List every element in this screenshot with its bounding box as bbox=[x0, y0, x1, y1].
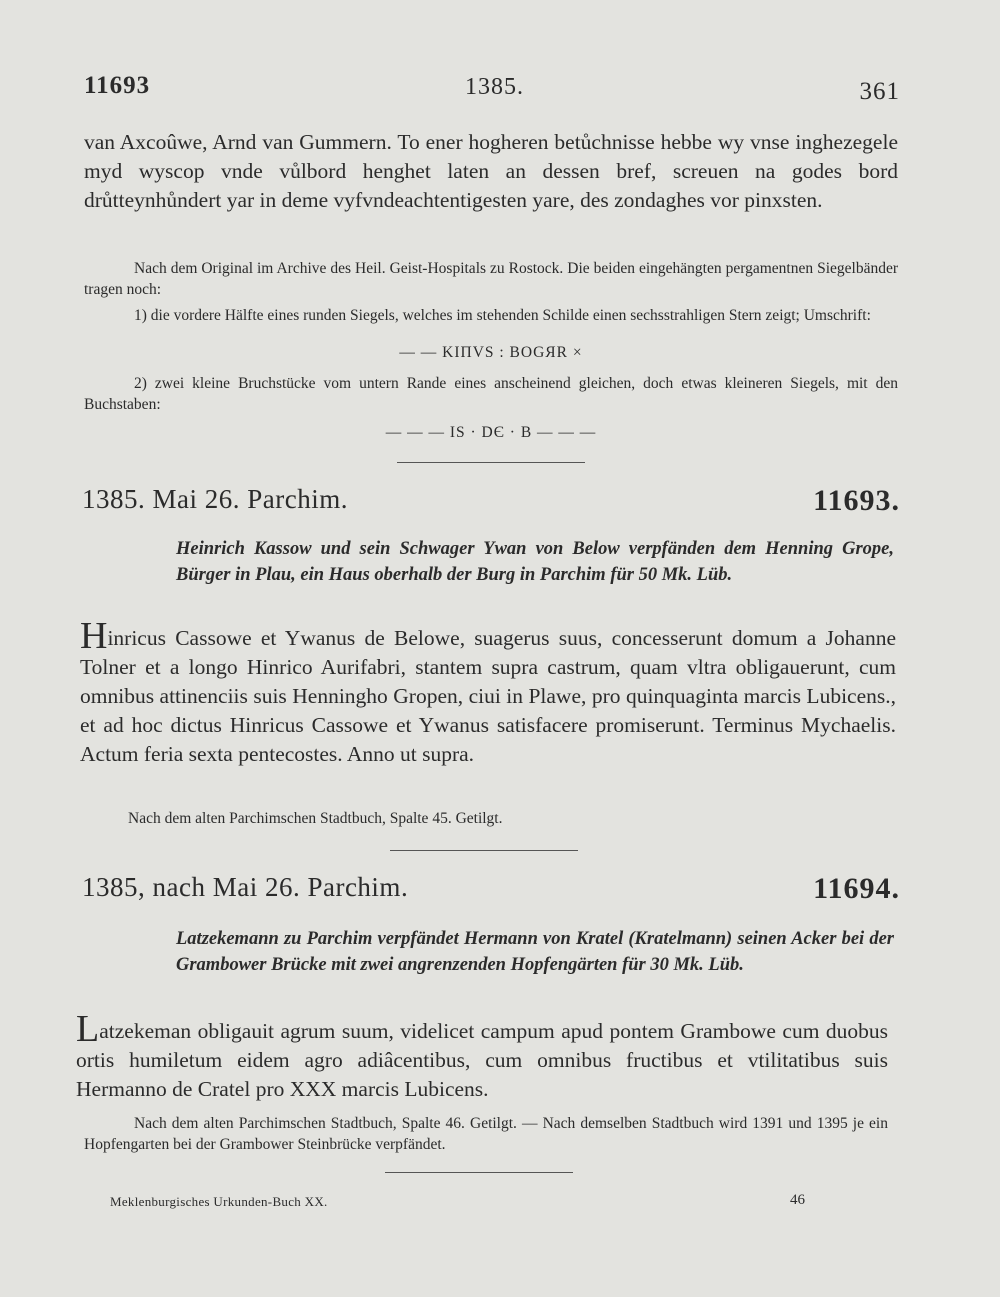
initial-letter: H bbox=[80, 615, 108, 657]
section-divider bbox=[397, 462, 585, 463]
source-note-11692 bbox=[84, 258, 898, 326]
running-head-year: 1385. bbox=[465, 74, 524, 100]
initial-letter: L bbox=[76, 1008, 100, 1050]
seal-description-1: 1) die vordere Hälfte eines runden Siegels, welches im stehenden Schilde einen sechsstrahligen Stern zeigt; Umschrift: bbox=[134, 307, 871, 324]
page-number: 361 bbox=[859, 78, 900, 105]
running-head-number: 11693 bbox=[84, 72, 151, 99]
entry-date-place: 1385. Mai 26. Parchim. bbox=[82, 484, 348, 514]
entry-heading-11694 bbox=[82, 872, 900, 912]
page-footer bbox=[110, 1194, 810, 1214]
source-note-paragraph: Nach dem alten Parchimschen Stadtbuch, Spalte 46. Getilgt. — Nach demselben Stadtbuch wird 1391 und 1395 je ein Hopfengarten bei der Grambower Steinbrücke verpfändet. bbox=[84, 1115, 888, 1153]
entry-heading-11693 bbox=[82, 484, 900, 524]
seal-legend-1: — — KIПVS : BOGЯR × bbox=[399, 344, 583, 361]
entry-text-11693 bbox=[80, 615, 896, 769]
footer-title: Meklenburgisches Urkunden-Buch XX. bbox=[110, 1194, 328, 1209]
entry-summary-11693: Heinrich Kassow und sein Schwager Ywan von Below verpfänden dem Henning Grope, Bürger in Plau, ein Haus oberhalb der Burg in Parchim für 50 Mk. Lüb. bbox=[176, 539, 894, 585]
seal-description-2: 2) zwei kleine Bruchstücke vom untern Rande eines anscheinend gleichen, doch etwas kleineren Siegels, mit den Buchstaben: bbox=[84, 375, 898, 413]
footer-signature: 46 bbox=[790, 1192, 805, 1208]
seal-description-2-wrapper bbox=[84, 373, 898, 415]
seal-legend-2: — — — IS · DЄ · B — — — bbox=[385, 424, 597, 441]
entry-text-body: inricus Cassowe et Ywanus de Belowe, suagerus suus, concesserunt domum a Johanne Tolner et a longo Hinrico Aurifabri, stantem supra castrum, quam vltra obligauerunt, cum omnibus attinenciis suis Henningho Gropen, ciui in Plawe, pro quinquaginta marcis Lubicens., et ad hoc dictus Hinricus Cassowe et Ywanus satisfacere promiserunt. Terminus Mychaelis. Actum feria sexta pentecostes. Anno ut supra. bbox=[80, 626, 896, 766]
source-note-11693: Nach dem alten Parchimschen Stadtbuch, Spalte 45. Getilgt. bbox=[128, 810, 503, 827]
entry-summary-11694: Latzekemann zu Parchim verpfändet Hermann von Kratel (Kratelmann) seinen Acker bei der Grambower Brücke mit zwei angrenzenden Hopfengärten für 30 Mk. Lüb. bbox=[176, 929, 894, 975]
entry-number: 11694. bbox=[813, 872, 900, 905]
source-note-paragraph: Nach dem Original im Archive des Heil. Geist-Hospitals zu Rostock. Die beiden eingehängten pergamentnen Siegelbänder tragen noch: bbox=[84, 260, 898, 298]
entry-date-place: 1385, nach Mai 26. Parchim. bbox=[82, 872, 409, 902]
entry-number: 11693. bbox=[813, 484, 900, 517]
section-divider bbox=[390, 850, 578, 851]
section-divider bbox=[385, 1172, 573, 1173]
running-head bbox=[84, 68, 900, 108]
entry-text-body: atzekeman obligauit agrum suum, videlicet campum apud pontem Grambowe cum duobus ortis humiletum eidem agro adiâcentibus, cum omnibus fructibus et vtilitatibus suis Hermanno de Cratel pro XXX marcis Lubicens. bbox=[76, 1019, 888, 1101]
source-note-11694 bbox=[84, 1113, 888, 1155]
continuation-text: van Axcoûwe, Arnd van Gummern. To ener hogheren betůchnisse hebbe wy vnse inghezegele myd wyscop vnde vůlbord henghet laten an dessen bref, screuen na godes bord drůtteynhůndert yar in deme vyfvndeachtentigesten yare, des zondaghes vor pinxsten. bbox=[84, 130, 898, 212]
entry-text-11694 bbox=[76, 1008, 888, 1104]
